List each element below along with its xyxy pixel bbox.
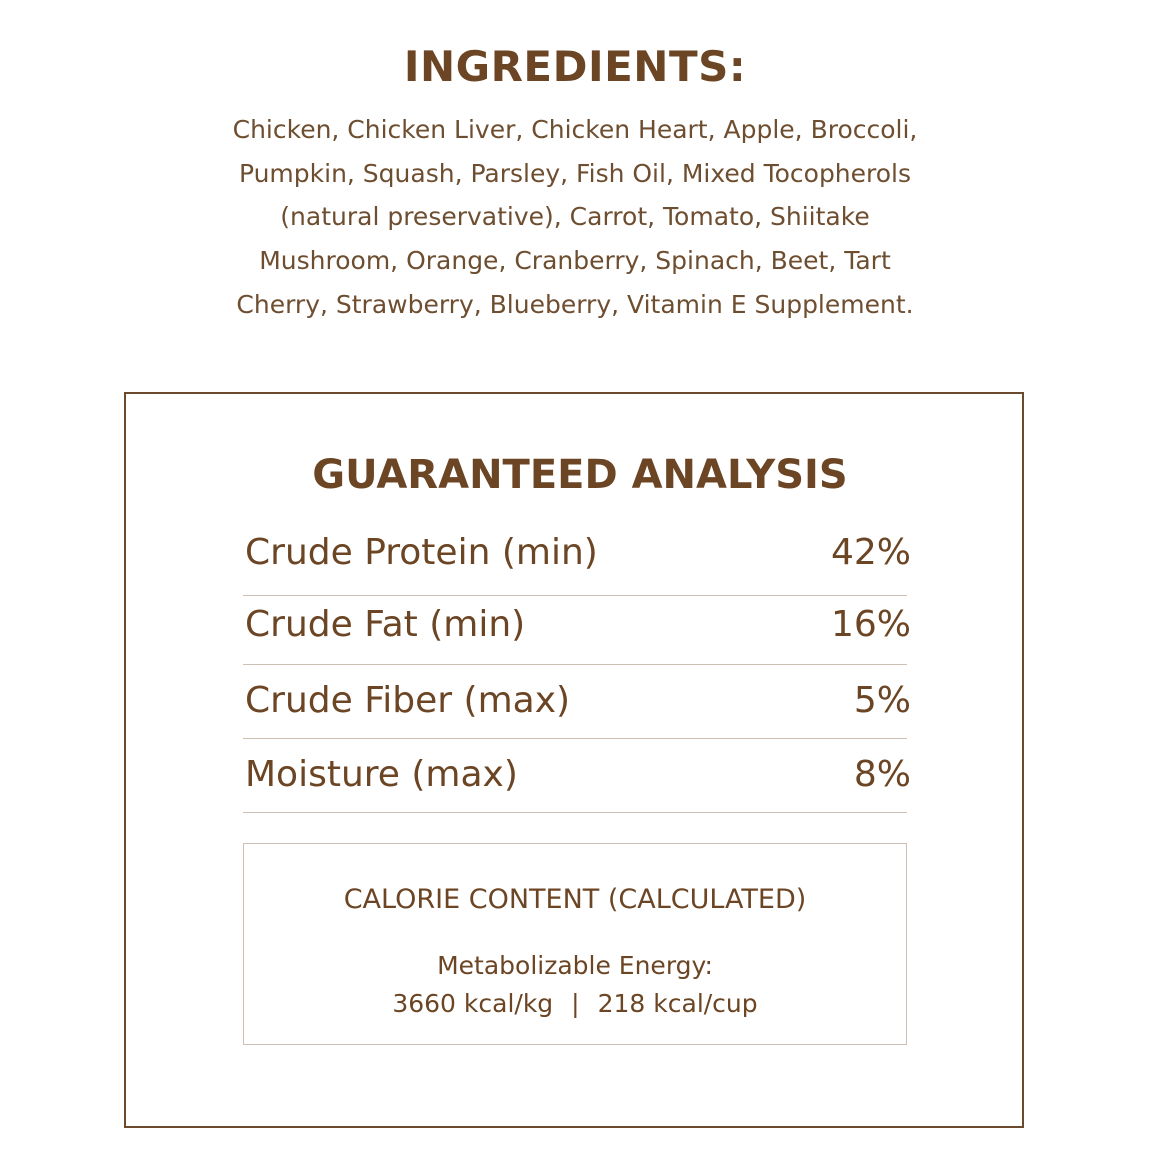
calorie-values: [243, 984, 907, 1024]
analysis-row-fat: [243, 596, 911, 665]
analysis-row-value: 8%: [853, 754, 911, 795]
ingredients-line: Cherry, Strawberry, Blueberry, Vitamin E Supplement.: [236, 289, 914, 319]
analysis-row-fiber: [243, 665, 911, 739]
analysis-row-label: Crude Fat (min): [245, 604, 526, 645]
analysis-row-label: Crude Fiber (max): [245, 680, 571, 721]
ingredients-line: Chicken, Chicken Liver, Chicken Heart, Apple, Broccoli,: [232, 115, 918, 144]
kcal-per-cup: 218 kcal/cup: [597, 989, 758, 1018]
ingredients-line: (natural preservative), Carrot, Tomato, Shiitake: [280, 202, 870, 232]
ingredients-heading: INGREDIENTS:: [403, 42, 747, 91]
guaranteed-analysis-heading: GUARANTEED ANALYSIS: [312, 452, 848, 498]
analysis-row-value: 42%: [830, 532, 911, 573]
calorie-content-heading: CALORIE CONTENT (CALCULATED): [343, 884, 807, 915]
analysis-row-moisture: [243, 739, 911, 813]
analysis-row-label: Moisture (max): [245, 754, 518, 795]
analysis-row-value: 5%: [853, 680, 911, 721]
kcal-per-kg: 3660 kcal/kg: [392, 989, 554, 1018]
ingredients-list: [175, 108, 975, 327]
ingredients-line: Mushroom, Orange, Cranberry, Spinach, Beet, Tart: [259, 246, 891, 276]
metabolizable-energy-label: Metabolizable Energy:: [437, 951, 713, 980]
analysis-row-protein: [243, 522, 911, 596]
calorie-separator: |: [571, 989, 580, 1018]
ingredients-line: Pumpkin, Squash, Parsley, Fish Oil, Mixed Tocopherols: [238, 158, 912, 188]
analysis-row-label: Crude Protein (min): [245, 532, 598, 573]
analysis-row-value: 16%: [830, 604, 911, 645]
